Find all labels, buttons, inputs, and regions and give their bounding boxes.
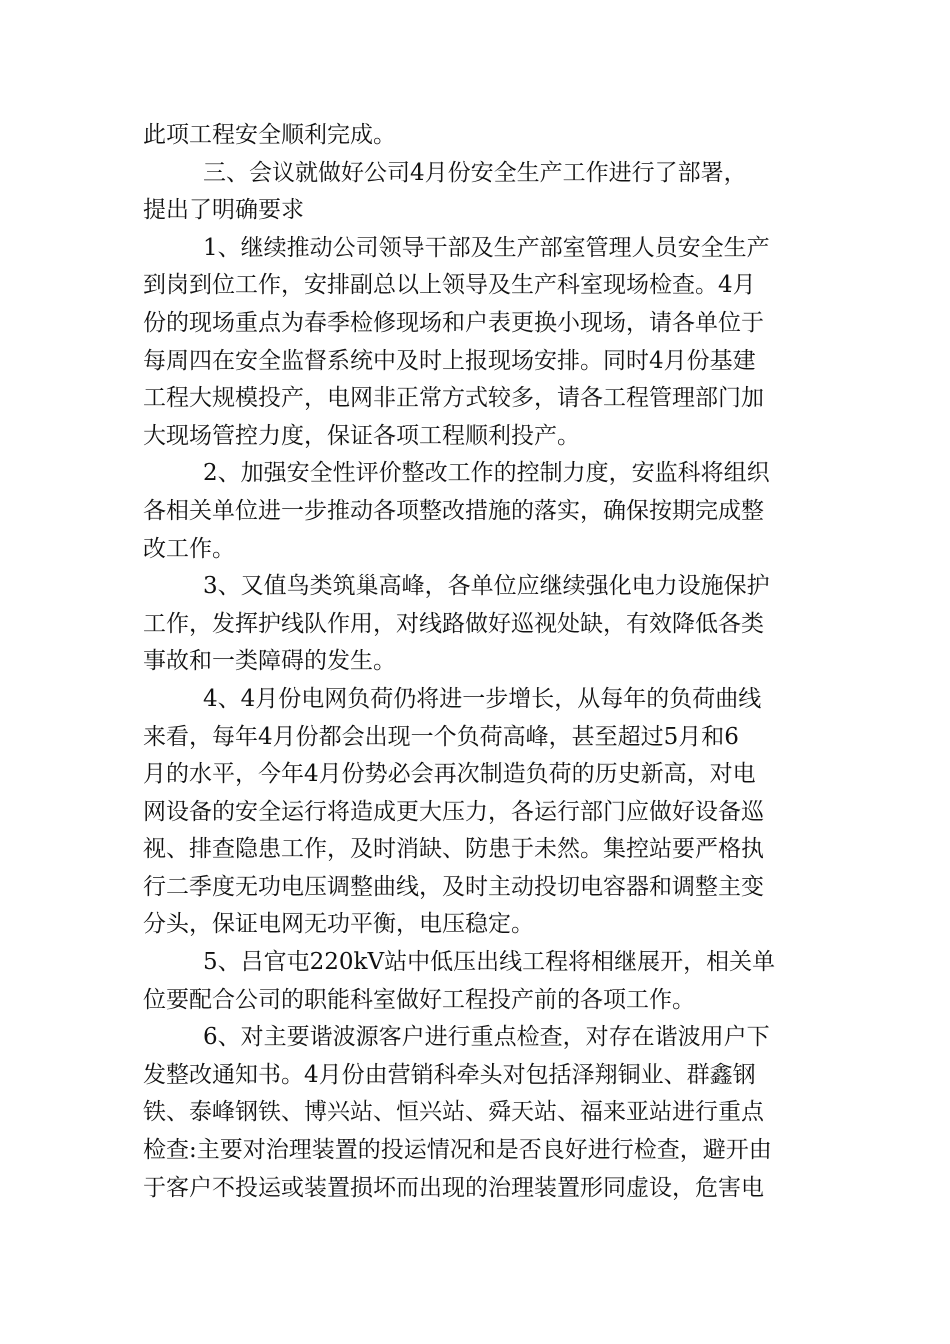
item-3-line: 事故和一类障碍的发生。: [143, 648, 396, 675]
section-heading-line: 提出了明确要求: [143, 197, 304, 224]
item-1-line: 到岗到位工作，安排副总以上领导及生产科室现场检查。4月: [143, 272, 756, 299]
text-line: 此项工程安全顺利完成。: [143, 122, 396, 148]
item-6-line: 于客户不投运或装置损坏而出现的治理装置形同虚设，危害电: [143, 1174, 764, 1201]
item-3-line: 3、又值鸟类筑巢高峰，各单位应继续强化电力设施保护: [203, 573, 770, 600]
section-heading-line: 三、会议就做好公司4月份安全生产工作进行了部署，: [203, 159, 747, 186]
item-6-line: 6、对主要谐波源客户进行重点检查，对存在谐波用户下: [203, 1024, 770, 1051]
item-2-line: 改工作。: [143, 535, 235, 562]
item-1-line: 份的现场重点为春季检修现场和户表更换小现场，请各单位于: [143, 309, 764, 336]
item-4-line: 行二季度无功电压调整曲线，及时主动投切电容器和调整主变: [143, 873, 764, 900]
item-1-line: 每周四在安全监督系统中及时上报现场安排。同时4月份基建: [143, 347, 756, 374]
item-4-line: 分头，保证电网无功平衡，电压稳定。: [143, 911, 534, 938]
item-6-line: 检查:主要对治理装置的投运情况和是否良好进行检查，避开由: [143, 1137, 772, 1164]
item-4-line: 4、4月份电网负荷仍将进一步增长，从每年的负荷曲线: [203, 685, 762, 712]
item-1-line: 大现场管控力度，保证各项工程顺利投产。: [143, 422, 580, 449]
item-1-line: 1、继续推动公司领导干部及生产部室管理人员安全生产: [203, 234, 770, 261]
item-6-line: 铁、泰峰钢铁、博兴站、恒兴站、舜天站、福来亚站进行重点: [143, 1099, 764, 1126]
document-body: [143, 117, 803, 1207]
item-4-line: 网设备的安全运行将造成更大压力，各运行部门应做好设备巡: [143, 798, 764, 825]
item-4-line: 月的水平，今年4月份势必会再次制造负荷的历史新高，对电: [143, 761, 756, 788]
item-1-line: 工程大规模投产，电网非正常方式较多，请各工程管理部门加: [143, 385, 764, 412]
item-4-line: 来看，每年4月份都会出现一个负荷高峰，甚至超过5月和6: [143, 723, 739, 750]
item-5-line: 位要配合公司的职能科室做好工程投产前的各项工作。: [143, 986, 695, 1013]
item-6-line: 发整改通知书。4月份由营销科牵头对包括泽翔铜业、群鑫钢: [143, 1061, 756, 1088]
item-5-line: 5、吕官屯220kV站中低压出线工程将相继展开，相关单: [203, 949, 776, 976]
item-2-line: 各相关单位进一步推动各项整改措施的落实，确保按期完成整: [143, 497, 764, 524]
item-3-line: 工作，发挥护线队作用，对线路做好巡视处缺，有效降低各类: [143, 610, 764, 637]
item-4-line: 视、排查隐患工作，及时消缺、防患于未然。集控站要严格执: [143, 836, 764, 863]
item-2-line: 2、加强安全性评价整改工作的控制力度，安监科将组织: [203, 460, 770, 487]
